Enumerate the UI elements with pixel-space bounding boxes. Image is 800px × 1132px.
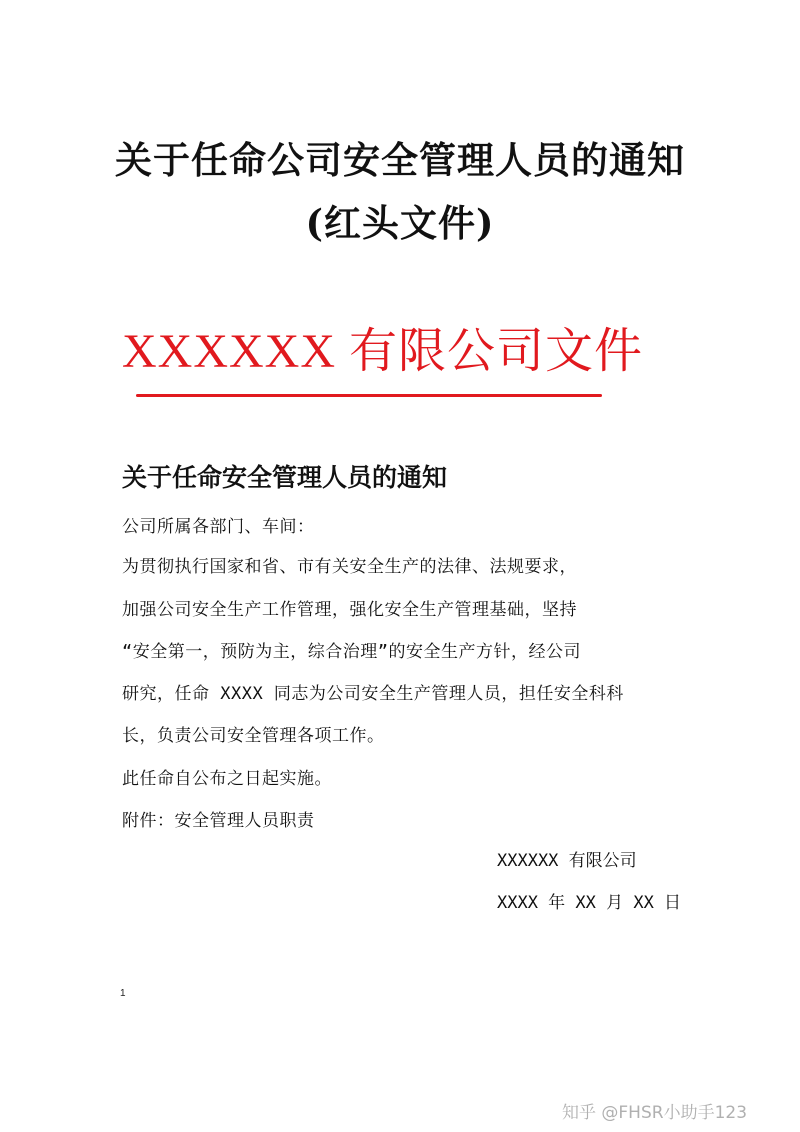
- notice-title: 关于任命安全管理人员的通知: [122, 463, 448, 492]
- effective-statement: 此任命自公布之日起实施。: [122, 769, 332, 789]
- paragraph-line: 长，负责公司安全管理各项工作。: [122, 726, 385, 746]
- signature-company: XXXXXX 有限公司: [497, 851, 637, 871]
- salutation: 公司所属各部门、车间：: [122, 517, 315, 537]
- paragraph-line: “安全第一，预防为主，综合治理”的安全生产方针，经公司: [122, 642, 581, 662]
- red-header-divider: [136, 394, 602, 397]
- paragraph-line: 研究，任命 XXXX 同志为公司安全生产管理人员，担任安全科科: [122, 684, 624, 704]
- red-header-org-name: XXXXXX 有限公司文件: [122, 325, 643, 378]
- signature-date: XXXX 年 XX 月 XX 日: [497, 893, 682, 913]
- watermark: 知乎 @FHSR小助手123: [562, 1103, 748, 1123]
- paragraph-line: 为贯彻执行国家和省、市有关安全生产的法律、法规要求，: [122, 557, 577, 577]
- paragraph-line: 加强公司安全生产工作管理，强化安全生产管理基础，坚持: [122, 600, 577, 620]
- document-title: 关于任命公司安全管理人员的通知: [115, 138, 685, 182]
- page-number: 1: [120, 988, 126, 999]
- attachment-line: 附件：安全管理人员职责: [122, 811, 315, 831]
- document-subtitle: (红头文件): [305, 201, 495, 245]
